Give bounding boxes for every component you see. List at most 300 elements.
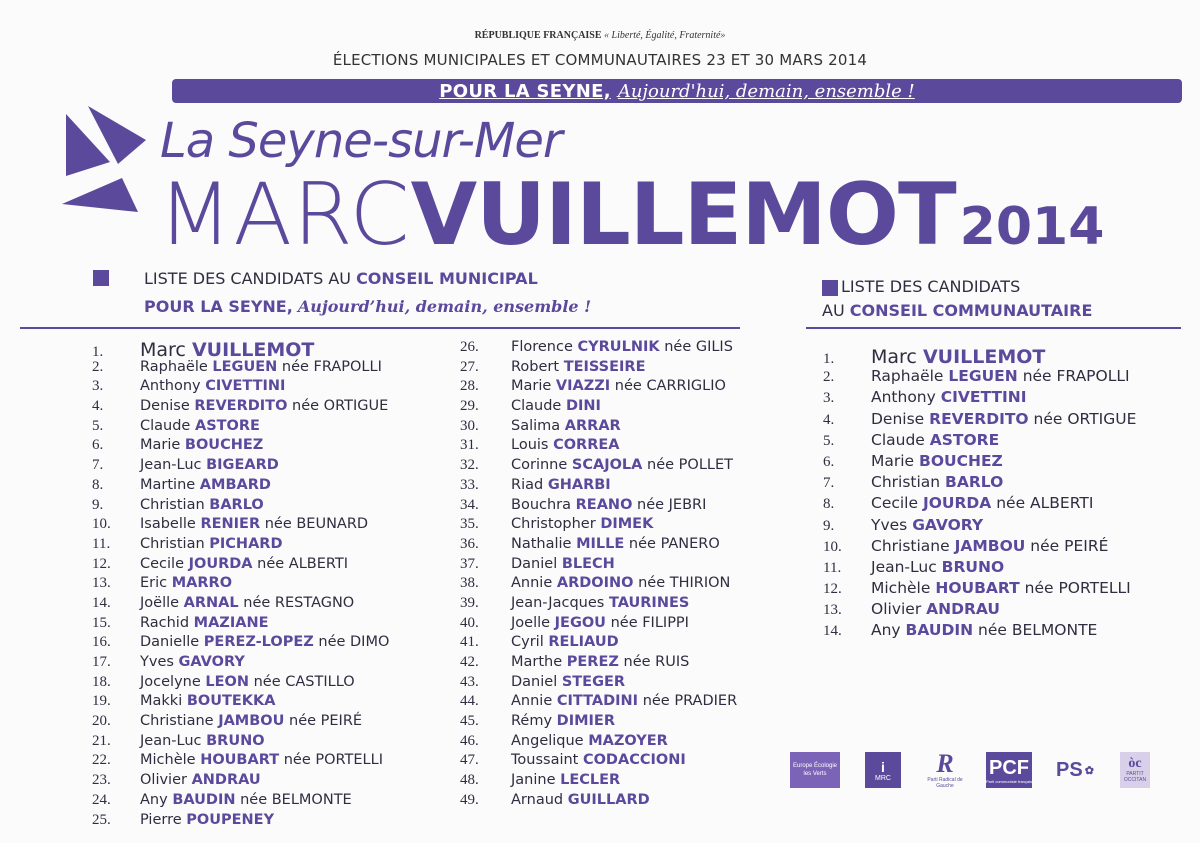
candidate-last-name: BARLO	[945, 473, 1004, 492]
candidate-item	[88, 477, 389, 497]
candidate-last-name: CORREA	[553, 437, 620, 454]
candidate-first-name: Jean-Luc	[871, 557, 937, 576]
candidate-number: 49.	[460, 791, 479, 808]
candidate-item	[823, 600, 1136, 621]
candidate-last-name: PICHARD	[209, 535, 283, 552]
candidate-item	[460, 477, 737, 497]
candidate-maiden-name: née BELMONTE	[240, 791, 352, 808]
candidate-first-name: Salima	[511, 417, 561, 434]
candidate-number: 14.	[92, 594, 111, 611]
headline-year: 2014	[959, 197, 1105, 257]
candidate-first-name: Isabelle	[140, 516, 196, 533]
municipal-heading-2-italic: Aujourd’hui, demain, ensemble !	[297, 297, 592, 316]
europe-ecologie-les-verts-logo	[790, 752, 840, 788]
candidate-last-name: LEGUEN	[212, 358, 278, 375]
candidate-first-name: Anthony	[871, 388, 936, 407]
candidate-first-name: Christian	[871, 473, 941, 492]
candidate-last-name: ASTORE	[929, 430, 1000, 449]
candidate-maiden-name: née DIMO	[318, 634, 390, 651]
candidate-maiden-name: née ALBERTI	[257, 555, 349, 572]
candidate-item	[823, 346, 1136, 367]
candidate-number: 14.	[823, 623, 842, 640]
candidate-maiden-name: née GILIS	[664, 339, 733, 355]
candidate-last-name: CYRULNIK	[577, 339, 660, 355]
republique-label: RÉPUBLIQUE FRANÇAISE	[474, 30, 602, 41]
candidate-item	[460, 654, 737, 674]
candidate-item	[460, 556, 737, 576]
candidate-last-name: ARNAL	[183, 594, 239, 611]
pcf-logo-sub: Parti communiste français	[986, 778, 1033, 784]
candidate-number: 30.	[460, 417, 479, 434]
candidate-number: 46.	[460, 732, 479, 749]
candidate-number: 15.	[92, 614, 111, 631]
candidate-item	[460, 752, 737, 772]
party-logos	[790, 749, 1160, 792]
candidate-last-name: BRUNO	[941, 557, 1005, 576]
candidate-last-name: VUILLEMOT	[191, 339, 315, 361]
candidate-first-name: Joelle	[511, 614, 551, 631]
candidate-last-name: MAZIANE	[193, 614, 269, 631]
candidate-number: 35.	[460, 516, 479, 533]
candidate-number: 7.	[823, 475, 835, 492]
candidate-number: 34.	[460, 496, 479, 513]
candidate-item	[460, 536, 737, 556]
candidate-maiden-name: née THIRION	[638, 575, 731, 592]
candidate-number: 38.	[460, 575, 479, 592]
communautaire-heading-1: LISTE DES CANDIDATS	[841, 277, 1021, 296]
candidate-first-name: Daniel	[511, 555, 558, 572]
mrc-mark-icon: i	[881, 758, 885, 775]
candidate-headline	[158, 165, 1105, 265]
candidate-item	[823, 452, 1136, 473]
candidate-last-name: BLECH	[561, 555, 615, 572]
candidate-number: 28.	[460, 378, 479, 395]
banner-bold: POUR LA SEYNE,	[439, 80, 611, 102]
candidate-last-name: CITTADINI	[556, 693, 639, 710]
candidate-number: 10.	[92, 516, 111, 533]
candidate-number: 22.	[92, 752, 111, 769]
candidate-number: 11.	[92, 535, 111, 552]
candidate-maiden-name: née FILIPPI	[610, 614, 689, 631]
municipal-heading-2	[144, 295, 591, 319]
candidate-number: 25.	[92, 811, 111, 828]
candidate-first-name: Claude	[140, 417, 191, 434]
candidate-number: 27.	[460, 358, 479, 375]
candidate-number: 10.	[823, 538, 842, 555]
candidate-item	[460, 418, 737, 438]
candidate-first-name: Christopher	[511, 516, 596, 533]
candidate-last-name: JAMBOU	[954, 536, 1026, 555]
candidate-maiden-name: née ORTIGUE	[1033, 409, 1137, 428]
candidate-item	[88, 359, 389, 379]
candidate-last-name: BOUTEKKA	[186, 693, 276, 710]
candidate-last-name: ARDOINO	[556, 575, 634, 592]
candidate-first-name: Christiane	[871, 536, 950, 555]
candidate-last-name: VIAZZI	[555, 378, 611, 395]
candidate-maiden-name: née CASTILLO	[253, 673, 355, 690]
candidate-last-name: ASTORE	[194, 417, 260, 434]
candidate-item	[88, 812, 389, 832]
candidate-first-name: Pierre	[140, 811, 182, 828]
candidate-first-name: Christiane	[140, 713, 214, 730]
candidate-number: 41.	[460, 634, 479, 651]
candidate-maiden-name: née BEUNARD	[264, 516, 369, 533]
candidate-last-name: PEREZ-LOPEZ	[203, 634, 314, 651]
candidate-item	[823, 558, 1136, 579]
candidate-number: 6.	[823, 453, 835, 470]
city-name: La Seyne-sur-Mer	[160, 113, 562, 169]
candidate-item	[823, 579, 1136, 600]
candidate-last-name: REVERDITO	[194, 398, 288, 415]
candidate-last-name: VUILLEMOT	[922, 346, 1046, 368]
candidate-first-name: Rémy	[511, 713, 553, 730]
candidate-item	[460, 378, 737, 398]
candidate-number: 4.	[92, 398, 104, 415]
headline-first-name: MARC	[158, 165, 411, 265]
candidate-item	[460, 792, 737, 812]
candidate-item	[823, 367, 1136, 388]
candidate-number: 11.	[823, 559, 842, 576]
candidate-item	[88, 437, 389, 457]
candidate-number: 3.	[92, 378, 104, 395]
candidate-item	[460, 595, 737, 615]
candidate-last-name: LEON	[205, 673, 249, 690]
candidate-number: 6.	[92, 437, 104, 454]
candidate-last-name: AMBARD	[199, 476, 271, 493]
candidate-item	[823, 388, 1136, 409]
candidate-last-name: GUILLARD	[567, 791, 650, 808]
mrc-logo-text: MRC	[875, 774, 891, 782]
candidate-item	[460, 497, 737, 517]
candidate-first-name: Denise	[871, 409, 925, 428]
candidate-first-name: Riad	[511, 476, 544, 493]
candidate-number: 1.	[92, 344, 104, 360]
candidate-number: 2.	[823, 369, 835, 386]
candidate-first-name: Robert	[511, 358, 560, 375]
ps-logo	[1055, 752, 1095, 788]
candidate-item	[823, 473, 1136, 494]
candidate-first-name: Olivier	[871, 600, 922, 619]
candidate-number: 5.	[823, 432, 835, 449]
candidate-maiden-name: née JEBRI	[637, 496, 707, 513]
candidate-item	[88, 615, 389, 635]
candidate-item	[88, 497, 389, 517]
municipal-list-col-2	[460, 339, 737, 812]
candidate-number: 4.	[823, 411, 835, 428]
candidate-first-name: Denise	[140, 398, 190, 415]
candidate-last-name: JOURDA	[188, 555, 253, 572]
candidate-number: 8.	[92, 476, 104, 493]
candidate-number: 1.	[823, 351, 835, 367]
candidate-first-name: Corinne	[511, 457, 568, 474]
candidate-last-name: BOUCHEZ	[919, 451, 1003, 470]
candidate-item	[823, 410, 1136, 431]
candidate-item	[88, 398, 389, 418]
candidate-first-name: Florence	[511, 339, 573, 355]
candidate-last-name: ARRAR	[564, 417, 621, 434]
candidate-maiden-name: née POLLET	[647, 457, 733, 474]
candidate-first-name: Olivier	[140, 772, 187, 789]
candidate-first-name: Janine	[511, 772, 556, 789]
candidate-item	[88, 713, 389, 733]
candidate-number: 17.	[92, 654, 111, 670]
candidate-first-name: Jocelyne	[140, 673, 201, 690]
candidate-item	[88, 516, 389, 536]
municipal-heading-1-plain: LISTE DES CANDIDATS AU	[144, 269, 357, 288]
candidate-number: 31.	[460, 437, 479, 454]
candidate-last-name: REVERDITO	[929, 409, 1029, 428]
candidate-first-name: Jean-Luc	[140, 732, 202, 749]
candidate-last-name: LEGUEN	[948, 367, 1018, 386]
candidate-item	[88, 752, 389, 772]
candidate-first-name: Marc	[871, 346, 917, 368]
pcf-logo	[986, 752, 1032, 788]
eelv-logo-text: Europe Écologie les Verts	[792, 763, 838, 777]
ps-logo-text: PS	[1056, 758, 1083, 781]
candidate-first-name: Marie	[871, 451, 915, 470]
candidate-item	[460, 634, 737, 654]
candidate-first-name: Nathalie	[511, 535, 572, 552]
candidate-number: 24.	[92, 791, 111, 808]
candidate-number: 48.	[460, 772, 479, 789]
candidate-last-name: MILLE	[576, 535, 625, 552]
candidate-number: 9.	[823, 517, 835, 534]
candidate-first-name: Christian	[140, 535, 205, 552]
candidate-maiden-name: née ALBERTI	[996, 494, 1094, 513]
occitan-logo-text: PARTIT OCCITAN	[1123, 771, 1147, 783]
candidate-last-name: MARRO	[171, 575, 233, 592]
candidate-last-name: CIVETTINI	[940, 388, 1027, 407]
candidate-item	[460, 713, 737, 733]
candidate-number: 13.	[92, 575, 111, 592]
candidate-item	[88, 536, 389, 556]
candidate-first-name: Claude	[511, 398, 562, 415]
candidate-item	[88, 792, 389, 812]
municipal-divider	[20, 327, 740, 329]
candidate-first-name: Joëlle	[140, 594, 180, 611]
slogan-banner	[172, 79, 1182, 103]
candidate-first-name: Claude	[871, 430, 925, 449]
candidate-maiden-name: née ORTIGUE	[292, 398, 389, 415]
candidate-last-name: CIVETTINI	[205, 378, 286, 395]
candidate-maiden-name: née PANERO	[628, 535, 720, 552]
candidate-item	[460, 615, 737, 635]
candidate-last-name: BIGEARD	[206, 457, 279, 474]
candidate-item	[823, 431, 1136, 452]
elections-title: ÉLECTIONS MUNICIPALES ET COMMUNAUTAIRES 23 ET 30 MARS 2014	[332, 51, 868, 69]
candidate-item	[460, 398, 737, 418]
candidate-number: 8.	[823, 496, 835, 513]
occitan-mark: òc	[1128, 756, 1142, 771]
candidate-last-name: BOUCHEZ	[184, 437, 264, 454]
candidate-first-name: Raphaële	[140, 358, 208, 375]
campaign-logo	[62, 104, 152, 252]
candidate-last-name: STEGER	[561, 673, 626, 690]
candidate-first-name: Jean-Jacques	[511, 594, 605, 611]
republique-header	[0, 30, 1200, 41]
candidate-item	[88, 772, 389, 792]
candidate-first-name: Any	[140, 791, 168, 808]
candidate-first-name: Toussaint	[511, 752, 579, 769]
communautaire-heading-2-bold: CONSEIL COMMUNAUTAIRE	[849, 301, 1093, 320]
candidate-number: 21.	[92, 732, 111, 749]
communautaire-bullet	[822, 280, 838, 296]
candidate-last-name: SCAJOLA	[571, 457, 643, 474]
candidate-number: 9.	[92, 496, 104, 513]
candidate-maiden-name: née PRADIER	[642, 693, 738, 710]
candidate-item	[88, 339, 389, 359]
candidate-number: 39.	[460, 594, 479, 611]
candidate-last-name: BARLO	[209, 496, 264, 513]
candidate-item	[460, 516, 737, 536]
candidate-first-name: Marthe	[511, 654, 563, 670]
candidate-last-name: BAUDIN	[172, 791, 236, 808]
candidate-item	[88, 575, 389, 595]
candidate-last-name: CODACCIONI	[582, 752, 686, 769]
candidate-last-name: GAVORY	[912, 515, 984, 534]
candidate-number: 47.	[460, 752, 479, 769]
candidate-item	[88, 654, 389, 674]
candidate-first-name: Marie	[511, 378, 552, 395]
candidate-maiden-name: née BELMONTE	[978, 621, 1098, 640]
municipal-heading-2-bold: POUR LA SEYNE,	[144, 297, 293, 316]
municipal-list-col-1	[88, 339, 389, 831]
candidate-item	[460, 339, 737, 359]
candidate-last-name: ANDRAU	[926, 600, 1001, 619]
candidate-number: 40.	[460, 614, 479, 631]
candidate-last-name: TAURINES	[608, 594, 690, 611]
communautaire-heading-2	[822, 299, 1092, 323]
candidate-number: 19.	[92, 693, 111, 710]
candidate-last-name: HOUBART	[935, 579, 1020, 598]
candidate-last-name: BRUNO	[206, 732, 265, 749]
candidate-item	[823, 516, 1136, 537]
candidate-first-name: Eric	[140, 575, 168, 592]
candidate-first-name: Yves	[140, 654, 174, 670]
candidate-last-name: JEGOU	[554, 614, 606, 631]
candidate-last-name: REANO	[575, 496, 633, 513]
candidate-maiden-name: née PORTELLI	[1024, 579, 1131, 598]
candidate-number: 43.	[460, 673, 479, 690]
candidate-first-name: Michèle	[140, 752, 196, 769]
candidate-item	[88, 733, 389, 753]
rose-icon: ✿	[1084, 764, 1094, 777]
candidate-first-name: Michèle	[871, 579, 931, 598]
candidate-maiden-name: née RESTAGNO	[243, 594, 355, 611]
candidate-last-name: POUPENEY	[186, 811, 275, 828]
candidate-number: 44.	[460, 693, 479, 710]
candidate-first-name: Jean-Luc	[140, 457, 202, 474]
candidate-last-name: DINI	[565, 398, 601, 415]
communautaire-divider	[806, 327, 1181, 329]
candidate-number: 23.	[92, 772, 111, 789]
candidate-first-name: Yves	[871, 515, 908, 534]
candidate-item	[460, 674, 737, 694]
candidate-first-name: Rachid	[140, 614, 190, 631]
mrc-logo	[865, 752, 901, 788]
candidate-number: 5.	[92, 417, 104, 434]
municipal-bullet	[93, 270, 109, 286]
candidate-first-name: Any	[871, 621, 901, 640]
candidate-first-name: Louis	[511, 437, 549, 454]
candidate-last-name: BAUDIN	[905, 621, 974, 640]
candidate-item	[460, 693, 737, 713]
candidate-number: 13.	[823, 602, 842, 619]
candidate-number: 45.	[460, 713, 479, 730]
candidate-number: 16.	[92, 634, 111, 651]
candidate-number: 3.	[823, 390, 835, 407]
candidate-item	[460, 575, 737, 595]
candidate-last-name: RENIER	[200, 516, 261, 533]
candidate-item	[823, 621, 1136, 642]
communautaire-list	[823, 346, 1136, 643]
candidate-first-name: Arnaud	[511, 791, 564, 808]
candidate-item	[460, 437, 737, 457]
candidate-last-name: MAZOYER	[588, 732, 668, 749]
candidate-first-name: Bouchra	[511, 496, 572, 513]
candidate-first-name: Danielle	[140, 634, 200, 651]
candidate-number: 33.	[460, 476, 479, 493]
candidate-item	[460, 359, 737, 379]
candidate-maiden-name: née PEIRÉ	[289, 713, 363, 730]
candidate-item	[88, 595, 389, 615]
candidate-item	[823, 537, 1136, 558]
candidate-item	[460, 733, 737, 753]
candidate-number: 18.	[92, 673, 111, 690]
candidate-maiden-name: née CARRIGLIO	[614, 378, 726, 395]
candidate-first-name: Annie	[511, 575, 553, 592]
candidate-number: 12.	[92, 555, 111, 572]
candidate-maiden-name: née FRAPOLLI	[1022, 367, 1130, 386]
candidate-maiden-name: née FRAPOLLI	[281, 358, 382, 375]
candidate-first-name: Christian	[140, 496, 205, 513]
candidate-item	[88, 634, 389, 654]
candidate-item	[88, 418, 389, 438]
candidate-last-name: JOURDA	[922, 494, 992, 513]
candidate-item	[460, 457, 737, 477]
candidate-last-name: ANDRAU	[191, 772, 261, 789]
candidate-last-name: HOUBART	[200, 752, 280, 769]
candidate-number: 32.	[460, 457, 479, 474]
candidate-first-name: Makki	[140, 693, 183, 710]
candidate-last-name: GHARBI	[547, 476, 611, 493]
municipal-heading-1-bold: CONSEIL MUNICIPAL	[356, 269, 538, 288]
candidate-item	[460, 772, 737, 792]
candidate-first-name: Martine	[140, 476, 196, 493]
candidate-last-name: JAMBOU	[218, 713, 285, 730]
candidate-last-name: TEISSEIRE	[563, 358, 646, 375]
candidate-first-name: Cecile	[871, 494, 919, 513]
candidate-first-name: Anthony	[140, 378, 201, 395]
headline-last-name: VUILLEMOT	[410, 165, 956, 265]
candidate-number: 36.	[460, 535, 479, 552]
pcf-logo-text: PCF	[989, 756, 1029, 779]
prg-mark: R	[936, 749, 954, 778]
candidate-maiden-name: née PEIRÉ	[1030, 536, 1109, 555]
banner-italic: Aujourd'hui, demain, ensemble !	[617, 80, 915, 102]
candidate-last-name: LECLER	[560, 772, 621, 789]
candidate-item	[88, 674, 389, 694]
candidate-first-name: Marie	[140, 437, 181, 454]
candidate-last-name: RELIAUD	[548, 634, 619, 651]
candidate-first-name: Annie	[511, 693, 553, 710]
candidate-first-name: Raphaële	[871, 367, 944, 386]
republique-motto: « Liberté, Égalité, Fraternité»	[604, 30, 726, 41]
candidate-item	[88, 457, 389, 477]
candidate-first-name: Angelique	[511, 732, 584, 749]
candidate-item	[88, 556, 389, 576]
candidate-maiden-name: née PORTELLI	[283, 752, 383, 769]
